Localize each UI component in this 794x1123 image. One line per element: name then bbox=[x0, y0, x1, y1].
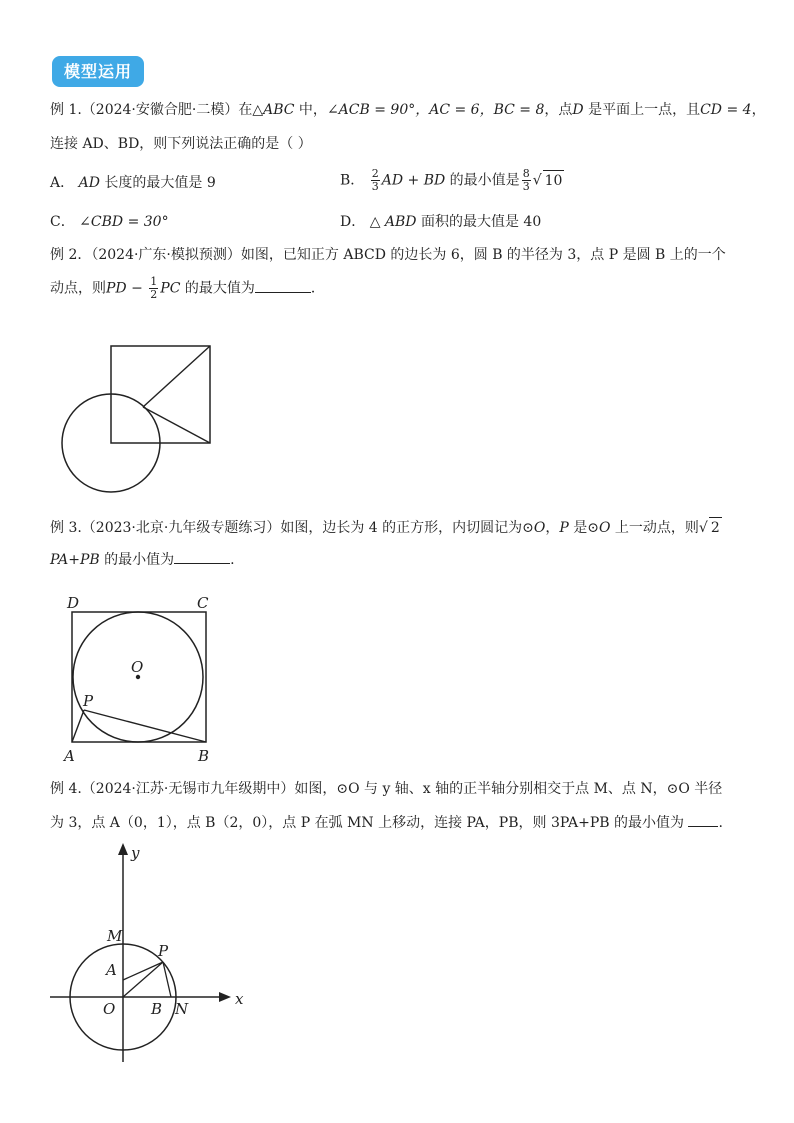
ex1-angle: ∠ACB = 90°，AC = 6，BC = 8 bbox=[326, 102, 545, 118]
option-b-expr: AD + BD bbox=[381, 172, 446, 189]
ex3-p: P bbox=[559, 520, 569, 536]
ex3-o: O bbox=[533, 520, 546, 536]
y-axis-arrow bbox=[118, 843, 128, 855]
ex3-mid: ， bbox=[545, 520, 560, 536]
option-a-var: AD bbox=[78, 175, 100, 191]
label-o: O bbox=[103, 1000, 116, 1018]
segment-pc bbox=[143, 407, 210, 443]
option-b-text: 的最小值是 bbox=[445, 172, 520, 189]
ex1-end: 是平面上一点，且 bbox=[583, 102, 701, 118]
option-a-text: 长度的最大值是 9 bbox=[99, 175, 216, 191]
example2-line1: 例 2．（2024·广东·模拟预测）如图，已知正方 ABCD 的边长为 6，圆 B 的半径为 3，点 P 是圆 B 上的一个 bbox=[50, 247, 726, 263]
ex4-text: 为 3，点 A（0，1），点 B（2，0），点 P 在弧 MN 上移动，连接 PA，PB，则 3PA+PB 的最小值为 bbox=[50, 815, 684, 831]
segment-pd bbox=[143, 346, 210, 407]
option-b-value-fraction: $\frac{8}{3}$ bbox=[522, 167, 530, 193]
example1-line1 bbox=[50, 100, 766, 120]
option-b-sqrt: 10 bbox=[543, 170, 565, 191]
option-d-label: D． bbox=[340, 214, 366, 230]
ex3-mid2: 是⊙ bbox=[568, 520, 599, 536]
option-c bbox=[50, 212, 169, 232]
ex3-sqrt: 2 bbox=[709, 517, 722, 538]
option-c-label: C． bbox=[50, 214, 75, 230]
example4-line1: 例 4.（2024·江苏·无锡市九年级期中）如图，⊙O 与 y 轴、x 轴的正半轴分别相交于点 M、点 N，⊙O 半径 bbox=[50, 781, 723, 797]
example3-line1: 例 3.（2023·北京·九年级专题练习）如图，边长为 4 的正方形，内切圆记为⊙O，P 是⊙O 上一动点，则√ 2 bbox=[50, 517, 722, 538]
ex3-expr: PA+PB bbox=[50, 552, 100, 568]
label-b: B bbox=[151, 1000, 163, 1018]
option-b-fraction: $\frac{2}{3}$ bbox=[371, 167, 379, 193]
ex2-end: ． bbox=[310, 280, 325, 297]
ex2-minus: − bbox=[126, 280, 148, 297]
x-axis-arrow bbox=[219, 992, 231, 1002]
section-badge: 模型运用 bbox=[52, 56, 144, 87]
option-d-triangle: △ ABD bbox=[369, 214, 417, 230]
answer-blank[interactable] bbox=[174, 549, 230, 564]
ex3-o2: O bbox=[598, 520, 611, 536]
figure-ex3 bbox=[55, 588, 225, 768]
example2-line2 bbox=[50, 276, 325, 301]
label-d: D bbox=[67, 594, 80, 612]
label-y: y bbox=[131, 844, 140, 862]
example1-line2: 连接 AD、BD，则下列说法正确的是（ ） bbox=[50, 136, 312, 152]
segment-pa bbox=[123, 962, 163, 980]
ex2-fraction: $\frac{1}{2}$ bbox=[150, 275, 158, 301]
ex1-prefix: 例 1.（2024·安徽合肥·二模）在 bbox=[50, 102, 253, 118]
example3-line2 bbox=[50, 549, 235, 570]
segment-pa bbox=[72, 710, 84, 742]
ex4-end: . bbox=[718, 815, 723, 831]
ex3-pre: 例 3.（2023·北京·九年级专题练习）如图，边长为 4 的正方形，内切圆记为⊙ bbox=[50, 520, 534, 536]
ex1-cd: CD = 4 bbox=[700, 102, 752, 118]
ex3-post: 上一动点，则 bbox=[610, 520, 699, 536]
option-c-text: ∠CBD = 30° bbox=[79, 214, 169, 230]
label-n: N bbox=[175, 1000, 189, 1018]
option-d bbox=[340, 212, 541, 232]
ex2-pc: PC bbox=[160, 280, 181, 297]
option-b: B． $\frac{2}{3}$ AD + BD 的最小值是 $\frac{8}{3}$ √ 10 bbox=[340, 167, 563, 193]
label-m: M bbox=[107, 927, 123, 945]
segment-pb bbox=[84, 710, 206, 742]
option-b-label: B． bbox=[340, 172, 365, 189]
ex1-triangle: △ABC bbox=[252, 102, 295, 118]
ex1-point-d: D bbox=[572, 102, 584, 118]
label-b: B bbox=[198, 747, 210, 765]
ex2-pd: PD bbox=[106, 280, 127, 297]
label-o: O bbox=[131, 658, 144, 676]
label-p: P bbox=[158, 942, 169, 960]
option-a-label: A． bbox=[50, 175, 75, 191]
figure-ex4 bbox=[45, 840, 260, 1070]
ex2-pre: 动点，则 bbox=[50, 280, 106, 297]
ex1-mid: 中， bbox=[294, 102, 327, 118]
ex1-comma: ， bbox=[751, 102, 766, 118]
ex2-post: 的最大值为 bbox=[180, 280, 255, 297]
ex1-tail: ，点 bbox=[544, 102, 573, 118]
label-x: x bbox=[235, 990, 244, 1008]
answer-blank[interactable] bbox=[688, 812, 718, 827]
label-p: P bbox=[83, 692, 94, 710]
option-a bbox=[50, 173, 216, 193]
label-a: A bbox=[106, 961, 117, 979]
option-d-text: 面积的最大值是 40 bbox=[416, 214, 542, 230]
figure-ex2 bbox=[55, 338, 225, 498]
label-a: A bbox=[64, 747, 75, 765]
ex3-end: . bbox=[230, 552, 235, 568]
square-abcd bbox=[111, 346, 210, 443]
segment-op bbox=[123, 962, 163, 997]
ex3-text: 的最小值为 bbox=[99, 552, 175, 568]
label-c: C bbox=[197, 594, 209, 612]
example4-line2 bbox=[50, 812, 723, 833]
answer-blank[interactable] bbox=[255, 278, 311, 293]
